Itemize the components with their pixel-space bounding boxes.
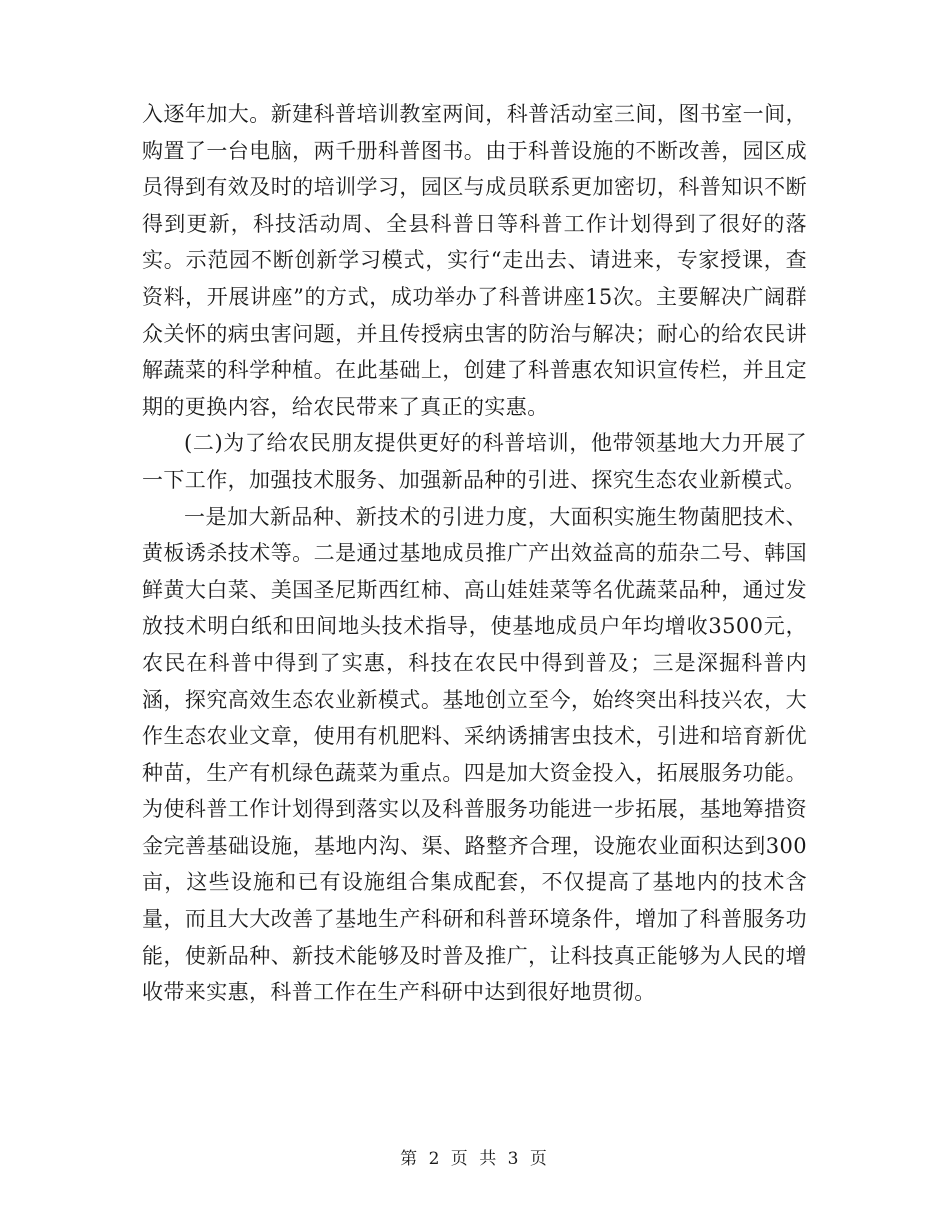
paragraph-1: 入逐年加大。新建科普培训教室两间，科普活动室三间，图书室一间，购置了一台电脑，两千册科普图书。由于科普设施的不断改善，园区成员得到有效及时的培训学习，园区与成员联系更加密切，科普知识不断得到更新，科技活动周、全县科普日等科普工作计划得到了很好的落实。示范园不断创新学习模式，实行“走出去、请进来，专家授课，查资料，开展讲座”的方式，成功举办了科普讲座15次。主要解决广阔群众关怀的病虫害问题，并且传授病虫害的防治与解决；耐心的给农民讲解蔬菜的科学种植。在此基础上，创建了科普惠农知识宣传栏，并且定期的更换内容，给农民带来了真正的实惠。 (142, 102, 807, 419)
paragraph-3: 一是加大新品种、新技术的引进力度，大面积实施生物菌肥技术、黄板诱杀技术等。二是通过基地成员推广产出效益高的茄杂二号、韩国鲜黄大白菜、美国圣尼斯西红柿、高山娃娃菜等名优蔬菜品种，通过发放技术明白纸和田间地头技术指导，使基地成员户年均增收3500元，农民在科普中得到了实惠，科技在农民中得到普及；三是深掘科普内涵，探究高效生态农业新模式。基地创立至今，始终突出科技兴农，大作生态农业文章，使用有机肥料、采纳诱捕害虫技术，引进和培育新优种苗，生产有机绿色蔬菜为重点。四是加大资金投入，拓展服务功能。为使科普工作计划得到落实以及科普服务功能进一步拓展，基地筹措资金完善基础设施，基地内沟、渠、路整齐合理，设施农业面积达到300亩，这些设施和已有设施组合集成配套，不仅提高了基地内的技术含量，而且大大改善了基地生产科研和科普环境条件，增加了科普服务功能，使新品种、新技术能够及时普及推广，让科技真正能够为人民的增收带来实惠，科普工作在生产科研中达到很好地贯彻。 (142, 504, 807, 1005)
document-body (142, 96, 807, 1011)
page-number-footer: 第 2 页 共 3 页 (400, 1149, 550, 1169)
paragraph-2: (二)为了给农民朋友提供更好的科普培训，他带领基地大力开展了一下工作，加强技术服务、加强新品种的引进、探究生态农业新模式。 (142, 431, 807, 492)
